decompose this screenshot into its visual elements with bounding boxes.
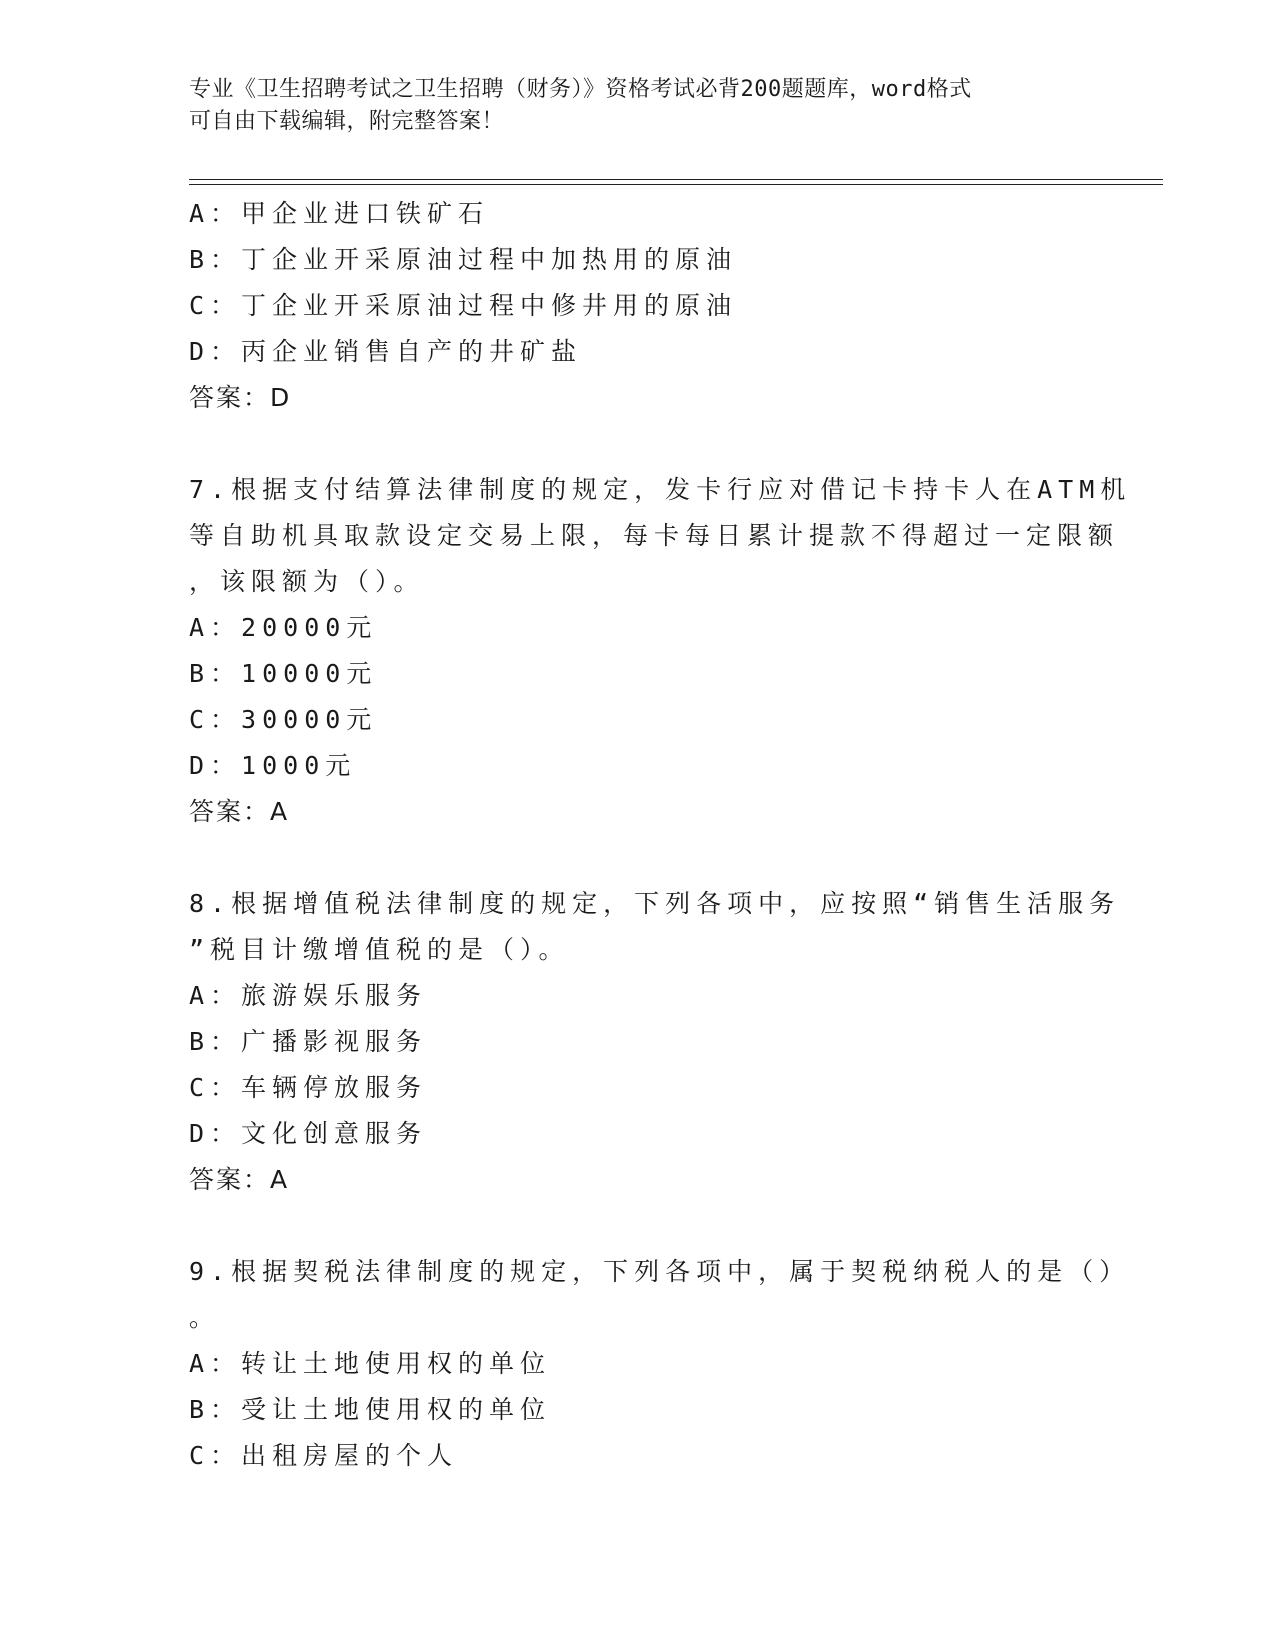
option-c: C：出租房屋的个人 xyxy=(189,1441,459,1470)
header-line-1: 专业《卫生招聘考试之卫生招聘（财务）》资格考试必背200题题库，word格式 xyxy=(189,77,972,102)
spacer xyxy=(189,1203,1069,1249)
question-stem-line: 等自助机具取款设定交易上限，每卡每日累计提款不得超过一定限额 xyxy=(189,521,1120,550)
question-stem-line: ”税目计缴增值税的是（）。 xyxy=(189,935,570,964)
question-8 xyxy=(189,881,1121,1203)
option-c: C：丁企业开采原油过程中修井用的原油 xyxy=(189,291,738,320)
option-a: A：20000元 xyxy=(189,613,378,642)
option-a: A：甲企业进口铁矿石 xyxy=(189,199,490,228)
option-b: B：受让土地使用权的单位 xyxy=(189,1395,552,1424)
option-c: C：车辆停放服务 xyxy=(189,1073,428,1102)
question-list xyxy=(189,191,1132,1479)
option-d: D：文化创意服务 xyxy=(189,1119,428,1148)
option-d: D：丙企业销售自产的井矿盐 xyxy=(189,337,583,366)
answer: 答案：A xyxy=(189,797,290,826)
question-9 xyxy=(189,1249,1131,1479)
question-stem-line: ，该限额为（）。 xyxy=(189,567,425,596)
header-rule-bottom xyxy=(189,184,1163,185)
answer: 答案：D xyxy=(189,383,292,412)
question-stem-line: 7.根据支付结算法律制度的规定，发卡行应对借记卡持卡人在ATM机 xyxy=(189,475,1132,504)
option-a: A：旅游娱乐服务 xyxy=(189,981,428,1010)
header-line-2: 可自由下载编辑，附完整答案！ xyxy=(189,109,505,134)
option-b: B：丁企业开采原油过程中加热用的原油 xyxy=(189,245,738,274)
option-d: D：1000元 xyxy=(189,751,357,780)
document-header xyxy=(189,74,1089,138)
question-6 xyxy=(189,191,1069,421)
spacer xyxy=(189,835,1069,881)
option-a: A：转让土地使用权的单位 xyxy=(189,1349,552,1378)
question-stem-line: 8.根据增值税法律制度的规定，下列各项中，应按照“销售生活服务 xyxy=(189,889,1121,918)
option-b: B：广播影视服务 xyxy=(189,1027,428,1056)
answer: 答案：A xyxy=(189,1165,290,1194)
option-b: B：10000元 xyxy=(189,659,378,688)
question-7 xyxy=(189,467,1132,835)
option-c: C：30000元 xyxy=(189,705,378,734)
question-stem-line: 9.根据契税法律制度的规定，下列各项中，属于契税纳税人的是（） xyxy=(189,1257,1131,1286)
spacer xyxy=(189,421,1069,467)
header-rule-top xyxy=(189,179,1163,180)
question-stem-line: 。 xyxy=(189,1303,221,1332)
